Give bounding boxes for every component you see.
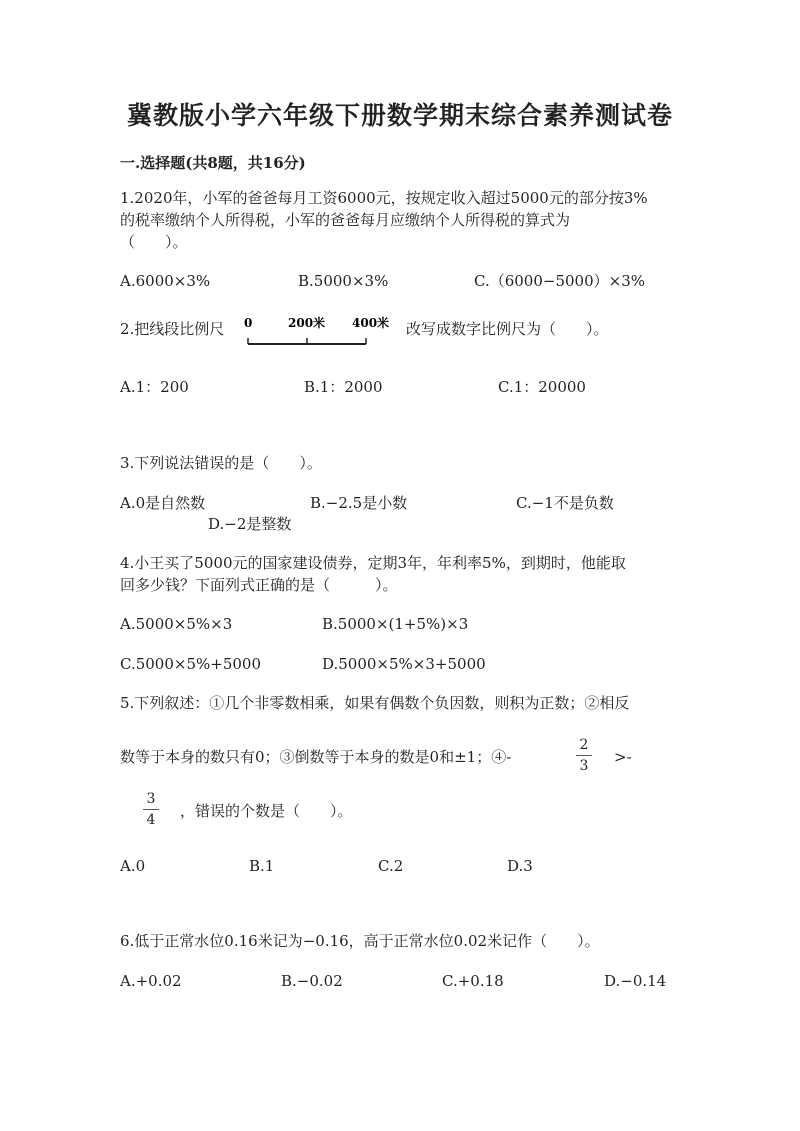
q1-line3: （ ）。 — [120, 233, 188, 251]
q2-option-b[interactable]: B.1：2000 — [304, 378, 383, 396]
q4-option-c[interactable]: C.5000×5%+5000 — [120, 655, 261, 673]
q1-line1: 1.2020年，小军的爸爸每月工资6000元，按规定收入超过5000元的部分按3% — [120, 189, 648, 207]
q5-option-a[interactable]: A.0 — [120, 857, 146, 875]
q1-option-a[interactable]: A.6000×3% — [120, 272, 211, 290]
fraction-two-thirds — [576, 736, 592, 775]
q3-option-c[interactable]: C.−1不是负数 — [516, 494, 614, 512]
q4-line1: 4.小王买了5000元的国家建设债券，定期3年，年利率5%，到期时，他能取 — [120, 554, 626, 572]
q5-line3: ，错误的个数是（ ）。 — [180, 802, 353, 820]
q6-option-a[interactable]: A.+0.02 — [120, 972, 182, 990]
q6-stem: 6.低于正常水位0.16米记为−0.16，高于正常水位0.02米记作（ ）。 — [120, 932, 600, 950]
q5-option-c[interactable]: C.2 — [378, 857, 404, 875]
fraction-three-quarters — [143, 790, 159, 829]
q3-option-a[interactable]: A.0是自然数 — [120, 494, 206, 512]
q5-option-d[interactable]: D.3 — [507, 857, 533, 875]
q2-option-c[interactable]: C.1：20000 — [498, 378, 586, 396]
fraction-denominator: 3 — [579, 758, 589, 774]
q6-option-c[interactable]: C.+0.18 — [442, 972, 504, 990]
q5-option-b[interactable]: B.1 — [249, 857, 275, 875]
q5-line2: 数等于本身的数只有0；③倒数等于本身的数是0和±1；④- — [120, 748, 512, 766]
q3-option-b[interactable]: B.−2.5是小数 — [310, 494, 408, 512]
q4-option-b[interactable]: B.5000×(1+5%)×3 — [322, 615, 469, 633]
q4-option-d[interactable]: D.5000×5%×3+5000 — [322, 655, 486, 673]
line-scale-figure — [240, 314, 390, 350]
q2-stem-post: 改写成数字比例尺为（ ）。 — [406, 320, 609, 338]
q1-line2: 的税率缴纳个人所得税，小军的爸爸每月应缴纳个人所得税的算式为 — [120, 211, 571, 229]
q6-option-b[interactable]: B.−0.02 — [281, 972, 343, 990]
q1-option-c[interactable]: C.（6000−5000）×3% — [474, 272, 645, 290]
fraction-bar — [143, 809, 159, 810]
page-title: 冀教版小学六年级下册数学期末综合素养测试卷 — [126, 101, 673, 130]
section-heading: 一.选择题(共8题，共16分) — [120, 154, 306, 172]
q5-line1: 5.下列叙述：①几个非零数相乘，如果有偶数个负因数，则积为正数；②相反 — [120, 694, 630, 712]
q1-option-b[interactable]: B.5000×3% — [298, 272, 389, 290]
fraction-denominator: 4 — [146, 812, 156, 828]
q2-option-a[interactable]: A.1：200 — [120, 378, 189, 396]
fraction-numerator: 3 — [146, 791, 156, 807]
scale-label-400: 400米 — [352, 316, 390, 330]
q3-option-d[interactable]: D.−2是整数 — [208, 515, 292, 533]
q2-stem-pre: 2.把线段比例尺 — [120, 320, 225, 338]
scale-label-200: 200米 — [288, 316, 326, 330]
q4-line2: 回多少钱？下面列式正确的是（ ）。 — [120, 576, 398, 594]
fraction-numerator: 2 — [579, 737, 589, 753]
fraction-bar — [576, 755, 592, 756]
q3-stem: 3.下列说法错误的是（ ）。 — [120, 454, 322, 472]
q6-option-d[interactable]: D.−0.14 — [604, 972, 667, 990]
q4-option-a[interactable]: A.5000×5%×3 — [120, 615, 233, 633]
q5-greater-than: >- — [614, 748, 632, 766]
scale-label-0: 0 — [244, 316, 253, 330]
